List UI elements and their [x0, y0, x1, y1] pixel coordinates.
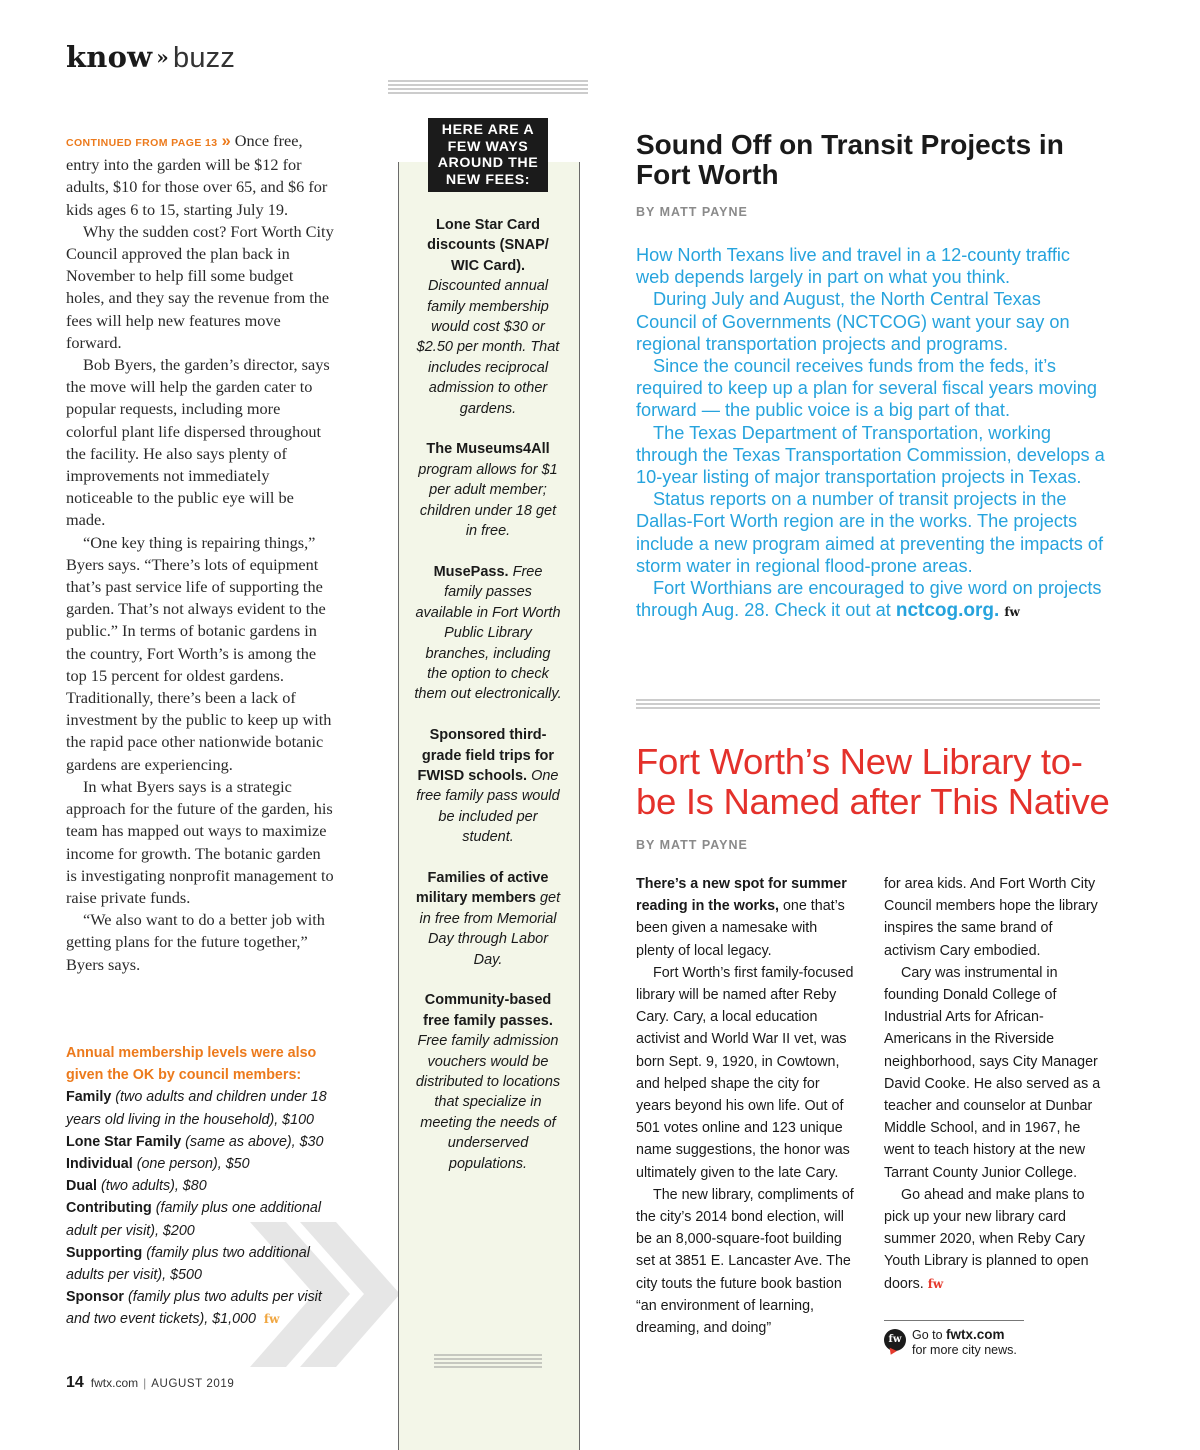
membership-level [66, 1242, 344, 1286]
transit-paragraph-1: How North Texans live and travel in a 12-county traffic web depends largely in part on what you think. [636, 245, 1071, 288]
garden-paragraph-2: Why the sudden cost? Fort Worth City Council approved the plan back in November to help fill some budget holes, and they say the revenue from the fees will help new features move forward. [66, 221, 334, 352]
library-column-2 [884, 873, 1104, 1295]
top-rule-lines [388, 78, 588, 96]
transit-byline: BY MATT PAYNE [636, 205, 748, 219]
fee-item-desc: Free family passes available in Fort Worth Public Library branches, including the option to check them out electronically. [414, 563, 562, 703]
level-desc: (family plus two additional adults per visit), $500 [66, 1244, 310, 1284]
library-lead: There’s a new spot for summer reading in the works, [636, 876, 847, 915]
level-name: Dual [66, 1178, 97, 1195]
transit-headline: Sound Off on Transit Projects in Fort Worth [636, 129, 1064, 190]
transit-p6-text: Fort Worthians are encouraged to give word on projects through Aug. 28. Check it out at [636, 578, 1102, 621]
fee-item [414, 868, 562, 970]
fw-end-mark: fw [1004, 605, 1020, 620]
library-headline: Fort Worth’s New Library to-be Is Named after This Native [636, 741, 1110, 822]
level-desc: (family plus one additional adult per visit), $200 [66, 1200, 322, 1239]
fee-item-title: Sponsored third-grade field trips for FWISD schools. [417, 727, 555, 784]
library-paragraph-1 [636, 873, 856, 962]
level-name: Lone Star Family [66, 1133, 182, 1150]
fee-item-desc: get in free from Memorial Day through Labor Day. [419, 890, 561, 968]
section-header [66, 40, 235, 75]
level-name: Supporting [66, 1244, 143, 1261]
level-desc: (two adults and children under 18 years old living in the household), $100 [66, 1089, 327, 1128]
goto-rule [884, 1320, 1024, 1321]
nctcog-link[interactable]: nctcog.org. [895, 600, 1000, 622]
library-p1-rest: one that’s been given a namesake with plenty of local legacy. [636, 898, 845, 959]
fee-item-desc: Discounted annual family membership would cost $30 or $2.50 per month. That includes reciprocal admission to other gardens. [416, 278, 560, 417]
page-footer [66, 1374, 234, 1392]
fee-item-title: Families of active military members [415, 869, 549, 907]
fees-list [414, 215, 562, 1194]
membership-level [66, 1197, 344, 1241]
section-divider-lines [636, 699, 1100, 709]
library-paragraph-5: Cary was instrumental in founding Donald College of Industrial Arts for African-Americans in the Riverside neighborhood, says City Manager David Cooke. He also served as a teacher and counselor at Dunbar Middle School, and in 1967, he went to teach history at the new Tarrant County Junior College. [884, 964, 1101, 1181]
bottom-rule-lines [434, 1352, 542, 1368]
garden-paragraph-3: Bob Byers, the garden’s director, says the move will help the garden cater to popular requests, including more colorful plant life dispersed throughout the facility. He also says plenty of improvements not immediately noticeable to the public eye will be made. [66, 355, 330, 530]
transit-paragraph-2: During July and August, the North Central Texas Council of Governments (NCTCOG) want your say on regional transportation projects and programs. [636, 289, 1070, 354]
goto-prefix: Go to [912, 1328, 947, 1342]
level-desc: (family plus two adults per visit and two event tickets), $1,000 [66, 1289, 322, 1328]
section-know: know [66, 40, 153, 74]
fee-item [414, 562, 562, 705]
level-desc: (two adults), $80 [96, 1178, 207, 1195]
membership-intro: Annual membership levels were also given the OK by council members: [66, 1045, 317, 1084]
fee-item [414, 439, 562, 541]
footer-divider: | [143, 1376, 147, 1390]
fee-item-desc: Free family admission vouchers would be distributed to locations that specialize in meeting the needs of underserved populations. [415, 1033, 561, 1172]
library-column-1 [636, 873, 856, 1339]
membership-levels [66, 1042, 344, 1331]
fee-item-title: The Museums4All [426, 441, 550, 458]
fw-end-mark: fw [263, 1312, 280, 1327]
fw-logo-icon: fw [884, 1329, 906, 1351]
level-name: Contributing [66, 1200, 152, 1217]
goto-site-link[interactable]: fwtx.com [946, 1327, 1005, 1342]
footer-site: fwtx.com [90, 1376, 139, 1390]
level-name: Sponsor [66, 1289, 124, 1306]
membership-level [66, 1153, 344, 1175]
fee-item-desc: One free family pass would be included per student. [416, 767, 560, 846]
fee-item-title: Lone Star Card discounts (SNAP/ WIC Card). [427, 217, 549, 274]
transit-body [636, 244, 1106, 623]
membership-level [66, 1175, 344, 1197]
transit-paragraph-6 [636, 577, 1106, 623]
fees-box-header: HERE ARE A FEW WAYS AROUND THE NEW FEES: [428, 118, 548, 192]
garden-p1-text: Once free, entry into the garden will be $12 for adults, $10 for those over 65, and $6 for kids ages 6 to 15, starting July 19. [66, 131, 328, 219]
membership-level [66, 1286, 344, 1330]
garden-paragraph-1 [66, 130, 334, 221]
garden-paragraph-6: “We also want to do a better job with getting plans for the future together,” Byers says. [66, 910, 325, 974]
garden-article-column [66, 130, 334, 976]
library-paragraph-2: Fort Worth’s first family-focused library will be named after Reby Cary. Cary, a local education activist and World War II vet, was born Sept. 9, 1920, in Cowtown, and helped shape the city for years beyond his own life. Out of 501 votes online and 123 unique name suggestions, the honor was ultimately given to the late Cary. [636, 964, 854, 1181]
section-separator: » [156, 45, 169, 69]
library-byline: BY MATT PAYNE [636, 838, 748, 852]
fee-item [414, 215, 562, 419]
garden-paragraph-5: In what Byers says is a strategic approach for the future of the garden, his team has mapped out ways to maximize income for growth. The botanic garden is investigating nonprofit management to raise private funds. [66, 776, 334, 907]
fee-item-title: Community-based free family passes. [423, 992, 553, 1029]
membership-level [66, 1086, 344, 1130]
transit-paragraph-4: The Texas Department of Transportation, working through the Texas Transportation Commission, develops a 10-year listing of major transportation projects in Texas. [636, 422, 1105, 488]
membership-level [66, 1131, 344, 1153]
library-p6-text: Go ahead and make plans to pick up your new library card summer 2020, when Reby Cary Youth Library is planned to open doors. [884, 1186, 1089, 1292]
library-paragraph-6 [884, 1184, 1104, 1295]
level-name: Individual [66, 1156, 133, 1173]
goto-suffix: for more city news. [912, 1343, 1017, 1357]
fw-end-mark: fw [927, 1276, 944, 1291]
page-number: 14 [66, 1374, 84, 1391]
fee-item [414, 725, 562, 847]
transit-paragraph-3: Since the council receives funds from the feds, it’s required to keep up a plan for several fiscal years moving forward — the public voice is a big part of that. [636, 356, 1097, 421]
level-desc: (one person), $50 [132, 1156, 250, 1173]
level-desc: (same as above), $30 [181, 1133, 324, 1150]
section-buzz: buzz [173, 42, 236, 74]
fee-item-title: MusePass. [433, 563, 509, 580]
goto-text [912, 1327, 1052, 1358]
level-name: Family [66, 1089, 112, 1106]
goto-promo[interactable] [884, 1320, 1024, 1357]
library-paragraph-3: The new library, compliments of the city’s 2014 bond election, will be an 8,000-square-foot building set at 3851 E. Lancaster Ave. The city touts the future book bastion “an environment of learning, dreaming, and doing” [636, 1186, 854, 1337]
footer-issue: AUGUST 2019 [151, 1378, 235, 1390]
transit-paragraph-5: Status reports on a number of transit projects in the Dallas-Fort Worth region are in the works. The projects include a new program aimed at preventing the impacts of storm water in regional flood-prone areas. [636, 489, 1104, 576]
library-paragraph-4: for area kids. And Fort Worth City Council members hope the library inspires the same brand of activism Cary embodied. [884, 876, 1098, 959]
continued-label: CONTINUED FROM PAGE 13 [66, 137, 218, 149]
fee-item-desc: program allows for $1 per adult member; children under 18 get in free. [418, 461, 558, 540]
continued-arrow: » [221, 132, 231, 150]
garden-paragraph-4: “One key thing is repairing things,” Byers says. “There’s lots of equipment that’s past service life of supporting the garden. That’s not always evident to the public.” In terms of botanic gardens in the country, Fort Worth’s is among the top 15 percent for oldest gardens. Traditionally, there’s been a lack of investment by the public to keep up with the rapid pace other nationwide botanic gardens are experiencing. [66, 532, 332, 774]
fee-item [414, 990, 562, 1174]
